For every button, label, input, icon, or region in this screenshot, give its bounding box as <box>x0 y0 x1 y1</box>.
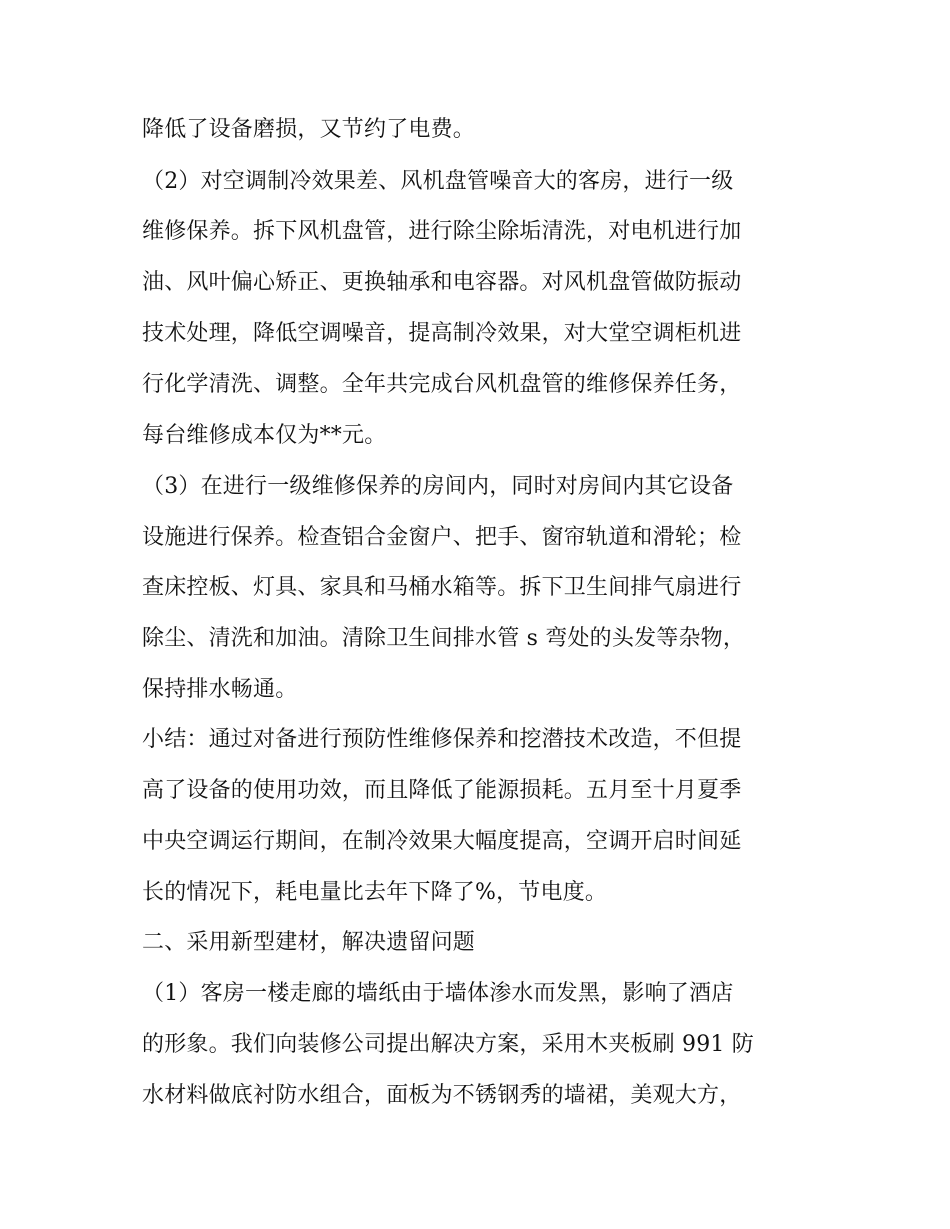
text-line: （3）在进行一级维修保养的房间内，同时对房间内其它设备 <box>142 474 734 499</box>
text-line: 降低了设备磨损，又节约了电费。 <box>142 117 476 142</box>
text-line: 的形象。我们向装修公司提出解决方案，采用木夹板刷 991 防 <box>142 1032 754 1057</box>
section-heading: 二、采用新型建材，解决遗留问题 <box>142 930 476 955</box>
text-line: 小结：通过对备进行预防性维修保养和挖潜技术改造，不但提 <box>142 727 742 752</box>
text-line: 技术处理，降低空调噪音，提高制冷效果，对大堂空调柜机进 <box>142 321 742 346</box>
text-line: （1）客房一楼走廊的墙纸由于墙体渗水而发黑，影响了酒店 <box>142 981 734 1006</box>
text-line: 每台维修成本仅为**元。 <box>142 423 387 448</box>
text-line: 除尘、清洗和加油。清除卫生间排水管 s 弯处的头发等杂物， <box>142 626 746 651</box>
text-line: 油、风叶偏心矫正、更换轴承和电容器。对风机盘管做防振动 <box>142 270 742 295</box>
text-line: 设施进行保养。检查铝合金窗户、把手、窗帘轨道和滑轮；检 <box>142 525 742 550</box>
text-line: 高了设备的使用功效，而且降低了能源损耗。五月至十月夏季 <box>142 778 742 803</box>
text-line: 保持排水畅通。 <box>142 677 298 702</box>
text-line: （2）对空调制冷效果差、风机盘管噪音大的客房，进行一级 <box>142 169 734 194</box>
text-line: 水材料做底衬防水组合，面板为不锈钢秀的墙裙，美观大方， <box>142 1083 742 1108</box>
text-line: 长的情况下，耗电量比去年下降了%，节电度。 <box>142 880 608 905</box>
text-line: 查床控板、灯具、家具和马桶水箱等。拆下卫生间排气扇进行 <box>142 575 742 600</box>
text-line: 行化学清洗、调整。全年共完成台风机盘管的维修保养任务， <box>142 372 742 397</box>
text-line: 维修保养。拆下风机盘管，进行除尘除垢清洗，对电机进行加 <box>142 219 742 244</box>
text-line: 中央空调运行期间，在制冷效果大幅度提高，空调开启时间延 <box>142 829 742 854</box>
